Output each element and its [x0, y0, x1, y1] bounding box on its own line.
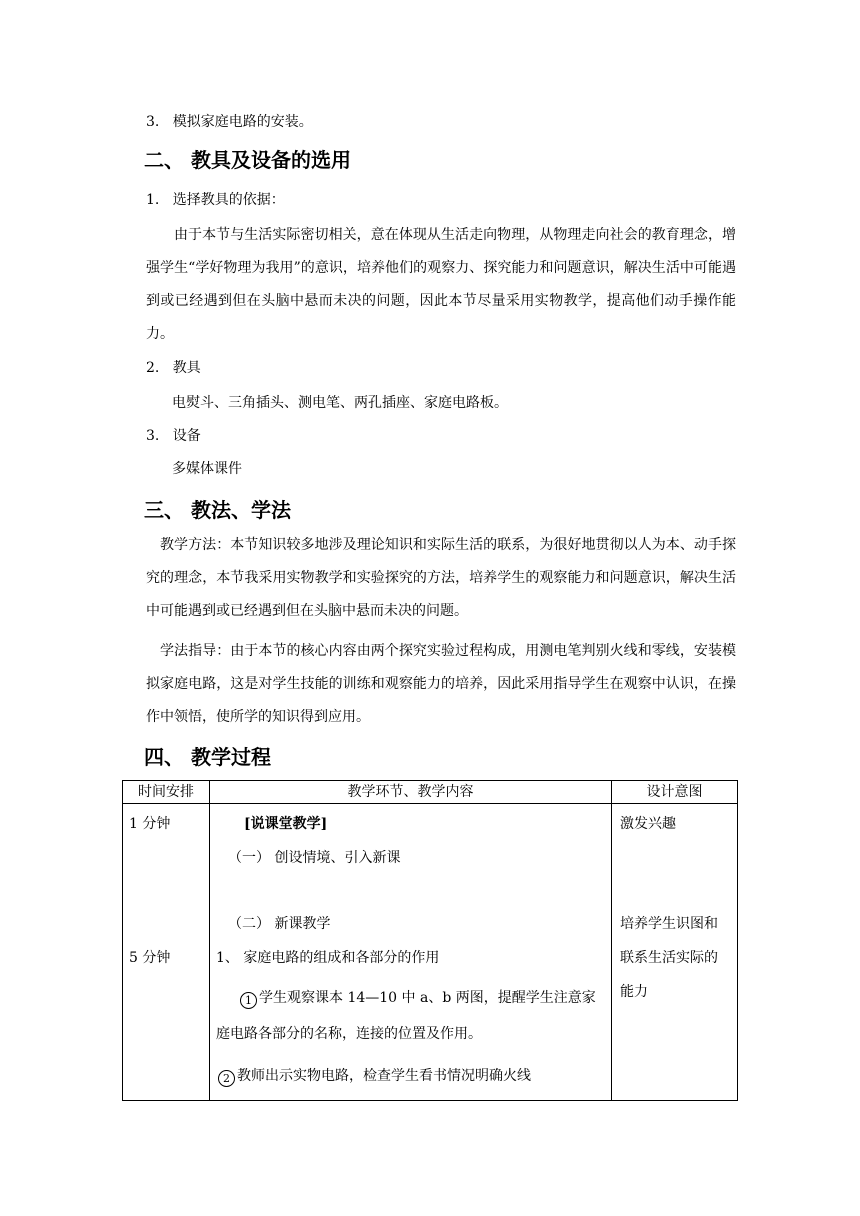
section-heading-4: 四、 教学过程 — [144, 745, 271, 769]
list-label: 选择教具的依据： — [172, 192, 285, 208]
intent-cell — [612, 804, 738, 1101]
content-cell — [210, 804, 612, 1101]
sub-item-2-text: 教师出示实物电路，检查学生看书情况明确火线 — [237, 1068, 531, 1084]
header-intent: 设计意图 — [612, 781, 738, 804]
list-label: 设备 — [172, 428, 201, 444]
table-row — [123, 804, 738, 1101]
intent-1: 激发兴趣 — [620, 816, 676, 832]
sub-item-1 — [240, 988, 596, 1009]
equipment-content: 多媒体课件 — [172, 461, 242, 477]
step-2: （二） 新课教学 — [228, 916, 331, 932]
header-content: 教学环节、教学内容 — [210, 781, 612, 804]
sub-item-1-text: 学生观察课本 14—10 中 a、b 两图，提醒学生注意家 — [259, 990, 596, 1006]
learning-guidance-paragraph: 学法指导：由于本节的核心内容由两个探究实验过程构成，用测电笔判别火线和零线，安装模拟家庭电路，这是对学生技能的训练和观察能力的培养，因此采用指导学生在观察中认识，在操作中领悟，使所学的知识得到应用。 — [146, 643, 736, 725]
list-text: 模拟家庭电路的安装。 — [172, 114, 313, 130]
list-number: 3. — [146, 428, 160, 444]
list-number: 1. — [146, 192, 160, 208]
teaching-aids-content: 电熨斗、三角插头、测电笔、两孔插座、家庭电路板。 — [172, 395, 508, 411]
intent-2-line-1: 培养学生识图和 — [620, 916, 718, 932]
basis-paragraph: 由于本节与生活实际密切相关，意在体现从生活走向物理，从物理走向社会的教育理念，增强学生“学好物理为我用”的意识，培养他们的观察力、探究能力和问题意识，解决生活中可能遇到或已经遇到但在头脑中悬而未决的问题，因此本节尽量采用实物教学，提高他们动手操作能力。 — [146, 227, 736, 342]
list-number: 2. — [146, 360, 160, 376]
content-title: [说课堂教学] — [244, 816, 328, 832]
time-1: 1 分钟 — [129, 816, 171, 832]
sub-item-2 — [218, 1066, 531, 1087]
table-header-row — [123, 781, 738, 804]
teaching-process-table — [122, 780, 738, 1101]
intro-list-item — [146, 112, 313, 132]
list-item-basis — [146, 190, 285, 210]
list-label: 教具 — [172, 360, 201, 376]
step-1: （一） 创设情境、引入新课 — [228, 850, 401, 866]
teaching-method-paragraph: 教学方法：本节知识较多地涉及理论知识和实际生活的联系，为很好地贯彻以人为本、动手探究的理念，本节我采用实物教学和实验探究的方法，培养学生的观察能力和问题意识，解决生活中可能遇到或已经遇到但在头脑中悬而未决的问题。 — [146, 537, 736, 619]
intent-2-line-3: 能力 — [620, 984, 648, 1000]
circled-number-1: 1 — [240, 992, 257, 1009]
time-2: 5 分钟 — [129, 950, 171, 966]
circled-number-2: 2 — [218, 1070, 235, 1087]
list-number: 3. — [146, 114, 160, 130]
list-item-teaching-aids — [146, 358, 201, 378]
time-cell — [123, 804, 210, 1101]
header-time: 时间安排 — [123, 781, 210, 804]
list-item-equipment — [146, 426, 201, 446]
sub-item-1-continued: 庭电路各部分的名称，连接的位置及作用。 — [216, 1026, 482, 1042]
point-1: 1、 家庭电路的组成和各部分的作用 — [216, 950, 440, 966]
intent-2-line-2: 联系生活实际的 — [620, 950, 718, 966]
section-heading-2: 二、 教具及设备的选用 — [144, 148, 351, 172]
section-heading-3: 三、 教法、学法 — [144, 498, 291, 522]
